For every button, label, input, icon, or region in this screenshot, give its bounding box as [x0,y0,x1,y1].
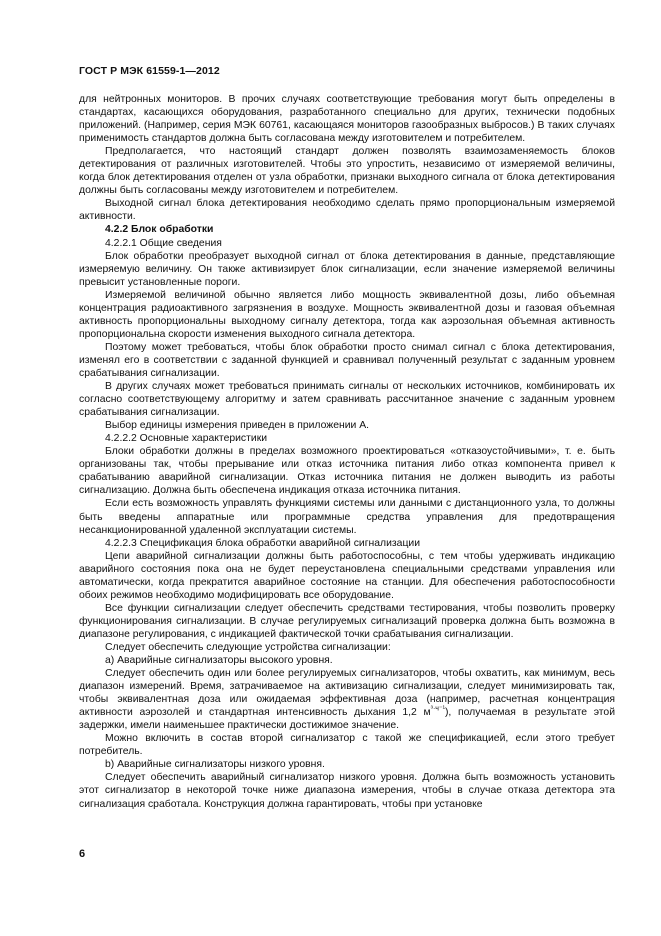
page-number: 6 [79,848,86,860]
paragraph: Следует обеспечить следующие устройства сигнализации: [105,641,391,653]
paragraph: Блок обработки преобразует выходной сигнал от блока детектирования в данные, представляющие измеряемую величину. Он также активизирует блок сигнализации, если значение измеряемой величины превысит установленные пороги. [79,250,615,288]
paragraph: В других случаях может требоваться принимать сигналы от нескольких источников, комбинировать их согласно соответствующему алгоритму и затем сравнивать рассчитанное значение с заданным уровнем срабатывания сигнализации. [79,381,615,419]
paragraph: Все функции сигнализации следует обеспечить средствами тестирования, чтобы позволить проверку функционирования сигнализации. В случае регулируемых сигнализаций проверка должна быть возможна в диапазоне регулирования, с индикацией фактической точки срабатывания сигнализации. [79,602,615,640]
paragraph: Блоки обработки должны в пределах возможного проектироваться «отказоустойчивыми», т. е. быть организованы так, чтобы прерывание или отказ источника питания либо отказ компонента привел к срабатыванию аварийной сигнализации. Отказ источника питания не должен выводить из работы сигнализацию. Должна быть обеспечена индикация отказа источника питания. [79,446,615,497]
paragraph: Можно включить в состав второй сигнализатор с такой же спецификацией, если этого требует потребитель. [79,733,615,758]
paragraph-text: Следует обеспечить один или более регулируемых сигнализаторов, чтобы охватить, как минимум, весь диапазон измерений. Время, затрачиваемое на активизацию сигнализации, следует минимизировать так, чтобы эквивалентная доза или ожидаемая эффективная доза (например, расчетная концентрация активности аэрозолей и стандартная интенсивность дыхания 1,2 м [79,668,615,719]
paragraph-text: ), получаемая в результате этой задержки, имели наименьшее практически достижимое значение. [79,707,616,732]
paragraph: Следует обеспечить аварийный сигнализатор низкого уровня. Должна быть возможность установить этот сигнализатор в некоторой точке ниже диапазона измерения, чтобы в случае отказа детектора эта сигнализация сработала. Конструкция должна гарантировать, чтобы при установке [79,772,615,810]
paragraph: Цепи аварийной сигнализации должны быть работоспособны, с тем чтобы удерживать индикацию аварийного состояния пока она не будет переустановлена специальными средствами управления или автоматически, когда прекратится аварийное состояние на станции. Для обеспечения работоспособности обоих режимов необходимо модифицировать все оборудование. [79,550,615,601]
paragraph: Выходной сигнал блока детектирования необходимо сделать прямо пропорциональным измеряемой активности. [79,198,615,223]
list-item: b) Аварийные сигнализаторы низкого уровня. [105,759,325,771]
paragraph: Измеряемой величиной обычно является либо мощность эквивалентной дозы, либо объемная концентрация радиоактивного загрязнения в воздухе. Мощность эквивалентной дозы и газовая объемная активность пропорциональны выходному сигналу детектора, тогда как аэрозольная объемная активность пропорциональна скорости изменения выходного сигнала детектора. [79,289,615,340]
paragraph: Если есть возможность управлять функциями системы или данными с дистанционного узла, то должны быть введены аппаратные или программные средства управления для предотвращения несанкционированной удаленной эксплуатации системы. [79,498,615,536]
paragraph: Выбор единицы измерения приведен в приложении А. [105,420,370,432]
standard-header: ГОСТ Р МЭК 61559-1—2012 [79,65,220,77]
paragraph: Поэтому может требоваться, чтобы блок обработки просто снимал сигнал с блока детектирования, изменял его в соответствии с заданной функцией и сравнивал полученный результат с заданным уровнем срабатывания сигнализации. [79,341,615,379]
paragraph [79,667,615,732]
unit-superscript: ³·ч⁻¹ [430,705,445,713]
subsection-heading: 4.2.2.3 Спецификация блока обработки аварийной сигнализации [105,537,421,549]
paragraph: для нейтронных мониторов. В прочих случаях соответствующие требования могут быть определены в стандартах, касающихся оборудования, разработанного специально для других, технически подобных приложений. (Например, серия МЭК 60761, касающаяся мониторов газообразных выбросов.) В таких случаях применимость стандартов должна быть согласована между изготовителем и потребителем. [79,94,615,145]
subsection-heading: 4.2.2.2 Основные характеристики [105,433,268,445]
subsection-heading: 4.2.2.1 Общие сведения [105,237,222,249]
list-item: а) Аварийные сигнализаторы высокого уровня. [105,655,333,667]
section-heading: 4.2.2 Блок обработки [105,224,214,236]
paragraph: Предполагается, что настоящий стандарт должен позволять взаимозаменяемость блоков детектирования от различных изготовителей. Чтобы это упростить, независимо от измеряемой величины, когда блок детектирования отделен от узла обработки, признаки выходного сигнала от блока детектирования должны быть согласованы между изготовителем и потребителем. [79,146,615,197]
document-body [79,93,615,811]
